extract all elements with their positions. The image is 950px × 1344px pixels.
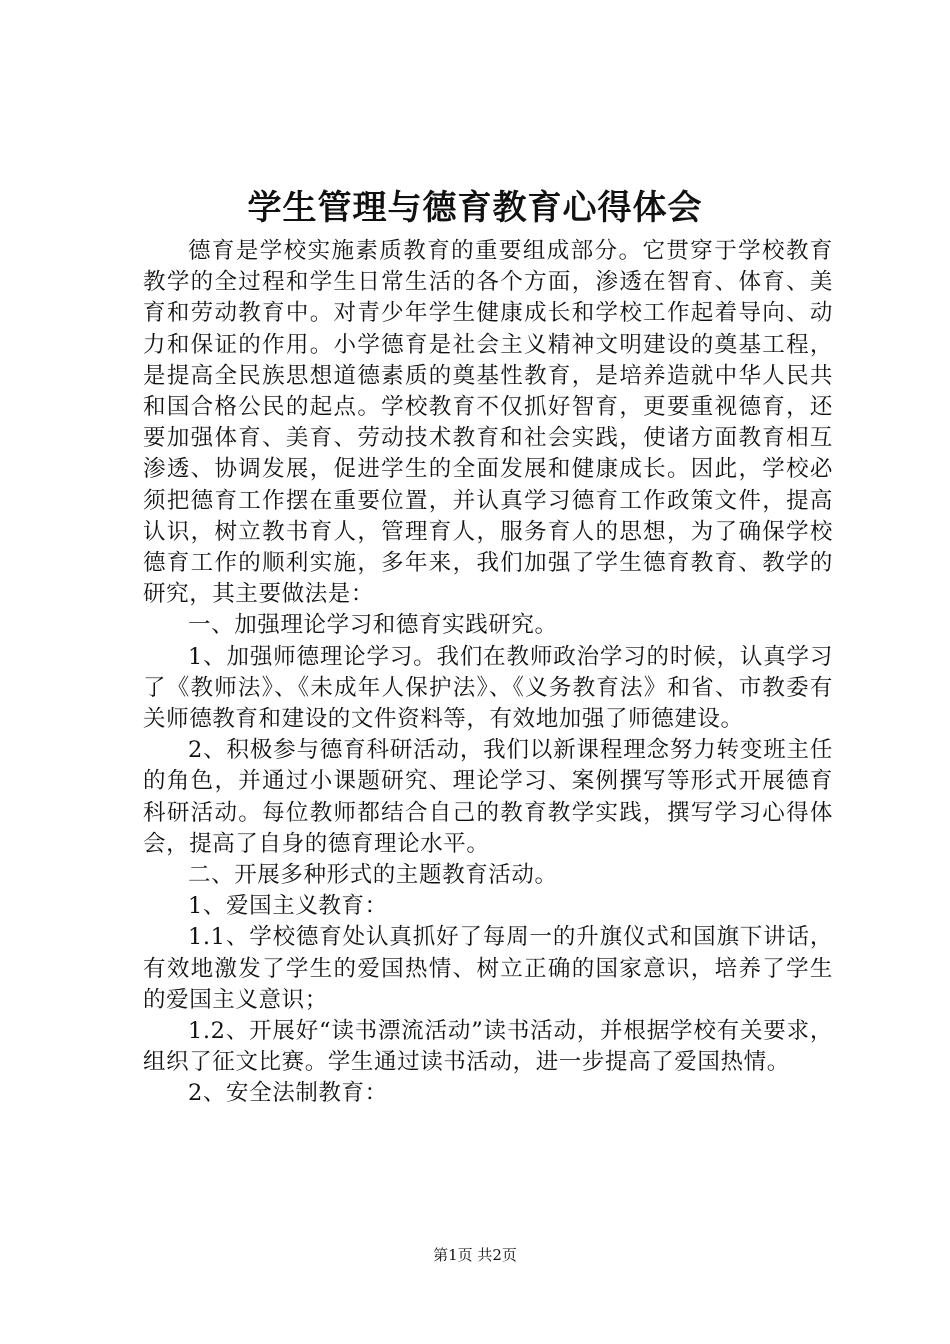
paragraph-1-1: 1、加强师德理论学习。我们在教师政治学习的时候，认真学习了《教师法》、《未成年人保护法》、《义务教育法》和省、市教委有关师德教育和建设的文件资料等，有效地加强了师德建设。	[143, 643, 833, 733]
paragraph-intro: 德育是学校实施素质教育的重要组成部分。它贯穿于学校教育教学的全过程和学生日常生活的各个方面，渗透在智育、体育、美育和劳动教育中。对青少年学生健康成长和学校工作起着导向、动力和保证的作用。小学德育是社会主义精神文明建设的奠基工程，是提高全民族思想道德素质的奠基性教育，是培养造就中华人民共和国合格公民的起点。学校教育不仅抓好智育，更要重视德育，还要加强体育、美育、劳动技术教育和社会实践，使诸方面教育相互渗透、协调发展，促进学生的全面发展和健康成长。因此，学校必须把德育工作摆在重要位置，并认真学习德育工作政策文件，提高认识，树立教书育人，管理育人，服务育人的思想，为了确保学校德育工作的顺利实施，多年来，我们加强了学生德育教育、教学的研究，其主要做法是：	[143, 238, 833, 608]
subheading-2-2: 2、安全法制教育：	[188, 1080, 388, 1107]
subheading-2-1: 1、爱国主义教育：	[188, 893, 388, 920]
section-heading-1: 一、加强理论学习和德育实践研究。	[188, 612, 558, 639]
document-body	[143, 236, 833, 1110]
paragraph-2-1-1: 1.1、学校德育处认真抓好了每周一的升旗仪式和国旗下讲话，有效地激发了学生的爱国热情、树立正确的国家意识，培养了学生的爱国主义意识；	[143, 924, 833, 1013]
section-heading-2: 二、开展多种形式的主题教育活动。	[188, 862, 558, 889]
document-title: 学生管理与德育教育心得体会	[247, 188, 703, 228]
page-footer: 第1页 共2页	[433, 1246, 517, 1264]
paragraph-2-1-2: 1.2、开展好“读书漂流活动”读书活动，并根据学校有关要求，组织了征文比赛。学生通过读书活动，进一步提高了爱国热情。	[143, 1018, 833, 1076]
paragraph-1-2: 2、积极参与德育科研活动，我们以新课程理念努力转变班主任的角色，并通过小课题研究、理论学习、案例撰写等形式开展德育科研活动。每位教师都结合自己的教育教学实践，撰写学习心得体会，提高了自身的德育理论水平。	[143, 737, 833, 857]
